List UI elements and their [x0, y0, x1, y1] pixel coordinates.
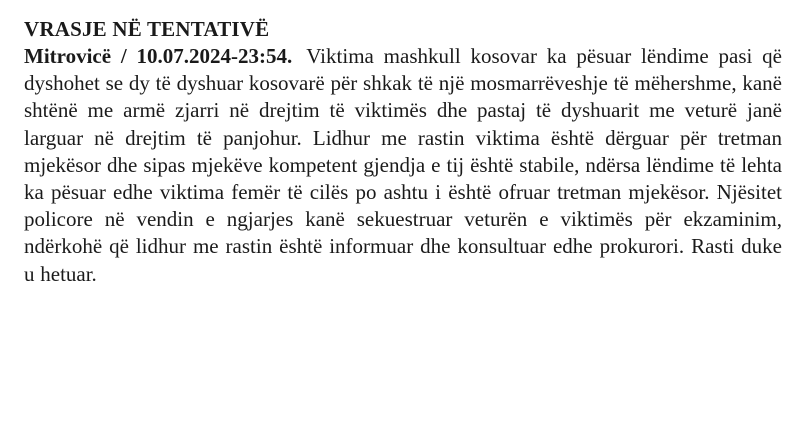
report-title: VRASJE NË TENTATIVË	[24, 17, 270, 41]
report-body	[24, 43, 782, 288]
report-text: Viktima mashkull kosovar ka pësuar lëndime pasi që dyshohet se dy të dyshuar kosovarë për shkak të një mosmarrëveshje të mëhershme, kanë shtënë me armë zjarri në drejtim të viktimës dhe pastaj të dyshuarit me veturë janë larguar në drejtim të panjohur. Lidhur me rastin viktima është dërguar për tretman mjekësor dhe sipas mjekëve kompetent gjendja e tij është stabile, ndërsa lëndime të lehta ka pësuar edhe viktima femër të cilës po ashtu i është ofruar tretman mjekësor. Njësitet policore në vendin e ngjarjes kanë sekuestruar veturën e viktimës për ekzaminim, ndërkohë që lidhur me rastin është informuar dhe konsultuar edhe prokurori. Rasti duke u hetuar.	[24, 44, 782, 286]
report-dateline: Mitrovicë / 10.07.2024-23:54.	[24, 44, 293, 68]
police-report-entry	[24, 15, 782, 288]
